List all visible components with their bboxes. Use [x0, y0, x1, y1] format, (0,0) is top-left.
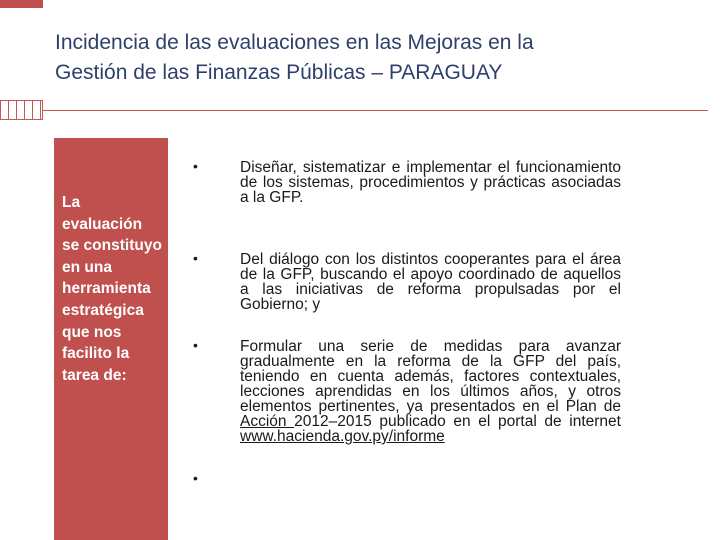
item3-text-part2: 2012–2015 publicado en el portal de internet [294, 413, 621, 430]
side-panel [54, 138, 168, 540]
bullet-marker-3: • [193, 337, 198, 353]
title-line-1: Incidencia de las evaluaciones en las Mejoras en la [55, 31, 534, 54]
bullet-marker-2: • [193, 250, 198, 266]
divider-line [43, 110, 708, 111]
slide-title [55, 28, 695, 88]
bullet-marker-1: • [193, 158, 198, 174]
accent-bar [0, 0, 43, 8]
divider-squares [0, 100, 43, 120]
side-panel-text: La evaluación se constituyo en una herramienta estratégica que nos facilito la tarea de: [62, 194, 162, 384]
bullet-item-2: Del diálogo con los distintos cooperantes para el área de la GFP, buscando el apoyo coordinado de aquellos a las iniciativas de reforma propulsadas por el Gobierno; y [240, 251, 621, 313]
bullet-item-1: Diseñar, sistematizar e implementar el funcionamiento de los sistemas, procedimientos y prácticas asociadas a la GFP. [240, 159, 621, 206]
hacienda-informe-link[interactable]: www.hacienda.gov.py/informe [240, 428, 445, 445]
title-line-2: Gestión de las Finanzas Públicas – PARAGUAY [55, 61, 503, 84]
bullet-marker-4: • [193, 470, 198, 486]
bullet-item-3 [240, 339, 621, 444]
accion-link[interactable]: Acción [240, 413, 295, 430]
item3-text-part1: Formular una serie de medidas para avanzar gradualmente en la reforma de la GFP del país, teniendo en cuenta además, factores contextuales, lecciones aprendidas en los últimos años, y otros elementos pertinentes, ya presentados en el Plan de [240, 338, 621, 415]
